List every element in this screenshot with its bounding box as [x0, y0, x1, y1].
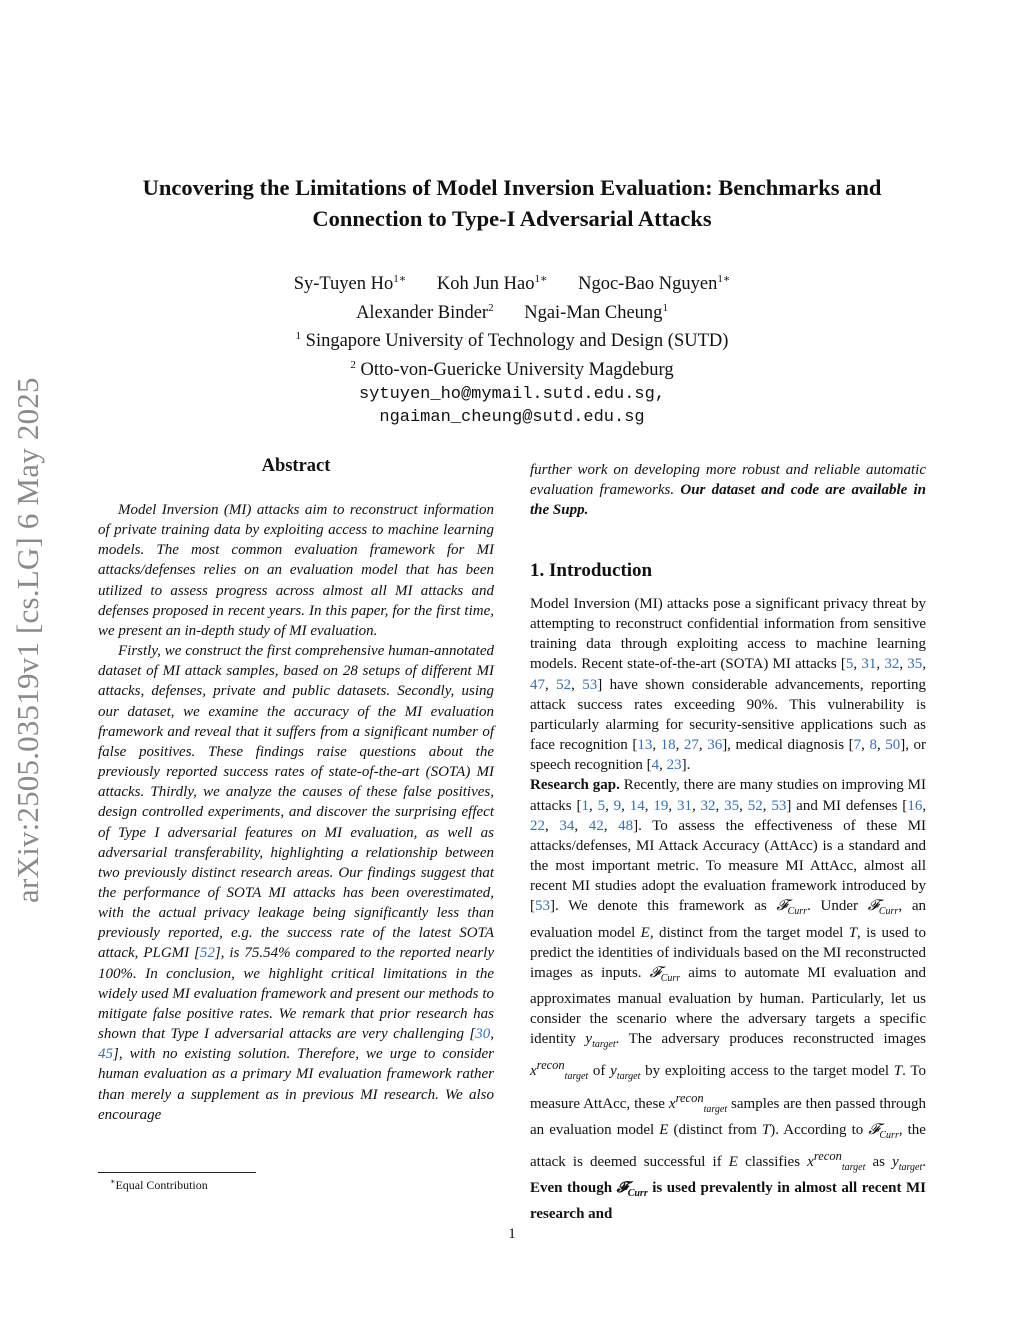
math-ytarget: $y_{target}$	[610, 1063, 641, 1083]
citation-link[interactable]: 14	[629, 797, 645, 814]
intro-paragraph-2: Research gap. Recently, there are many studies on improving MI attacks [1, 5, 9, 14, 19, 31, 32, 35, 52, 53] and MI defenses [16, 22, 34, 42, 48]. To assess the effectiveness of these MI attacks/defenses, MI Attack Accuracy (AttAcc) is a standard and the most important metric. To measure MI AttAcc, almost all recent MI studies adopt the evaluation framework introduced by [53]. We denote this framework as 𝓕$_{Curr}$. Under 𝓕$_{Curr}$, an evaluation model E, distinct from the target model T, is used to predict the identities of individuals based on the MI reconstructed images as inputs. 𝓕$_{Curr}$ aims to automate MI evaluation and approximates manual evaluation by human. Particularly, let us consider the scenario where the adversary targets a specific identity $y_{target}$. The adversary produces reconstructed images $x^{recon}_{target}$ of $y_{target}$ by exploiting access to the target model T. To measure AttAcc, these $x^{recon}_{target}$ samples are then passed through an evaluation model E (distinct from T). According to 𝓕$_{Curr}$, the attack is deemed successful if E classifies $x^{recon}_{target}$ as $y_{target}$. Even though 𝓕$_{Curr}$ is used prevalently in almost all recent MI research and	[530, 777, 927, 1223]
math-fcurr: 𝓕$_{Curr}$	[867, 898, 899, 918]
citation-link[interactable]: 22	[530, 817, 545, 834]
author: Ngoc-Bao Nguyen$^{1∗}$	[578, 273, 731, 295]
citation-link[interactable]: 19	[653, 797, 669, 814]
citation-link[interactable]: 50	[885, 737, 901, 754]
citation-link[interactable]: 30	[475, 1026, 491, 1043]
citation-link[interactable]: 45	[98, 1046, 113, 1063]
arxiv-identifier: arXiv:2505.03519v1 [cs.LG] 6 May 2025	[10, 377, 45, 903]
intro-paragraph-1: Model Inversion (MI) attacks pose a significant privacy threat by attempting to reconstruct confidential information from sensitive training data through exploiting access to machine learning models. Recent state-of-the-art (SOTA) MI attacks [5, 31, 32, 35, 47, 52, 53] have shown considerable advancements, reporting attack success rates exceeding 90%. This vulnerability is particularly alarming for security-sensitive applications such as face recognition [13, 18, 27, 36], medical diagnosis [7, 8, 50], or speech recognition [4, 23].	[530, 596, 927, 774]
citation-link[interactable]: 35	[724, 797, 740, 814]
citation-link[interactable]: 48	[618, 817, 634, 834]
author: Ngai-Man Cheung$^1$	[524, 301, 668, 323]
citation-link[interactable]: 13	[637, 737, 653, 754]
math-t: T	[761, 1121, 771, 1138]
math-t: T	[893, 1063, 903, 1080]
citation-link[interactable]: 36	[707, 737, 723, 754]
author: Sy-Tuyen $Ho^{1∗}$	[293, 273, 407, 295]
footnote: ∗Equal Contribution	[110, 1177, 208, 1192]
citation-link[interactable]: 1	[581, 797, 589, 814]
affiliation-1: $^1$ Singapore University of Technology and Design (SUTD)	[295, 330, 729, 352]
citation-link[interactable]: 53	[771, 797, 787, 814]
citation-link[interactable]: 34	[559, 817, 575, 834]
emphasis-statement: Even though 𝓕$_{Curr}$ is used prevalently in almost all recent MI research and	[530, 1180, 927, 1223]
citation-link[interactable]: 7	[853, 737, 862, 754]
footnote-divider	[98, 1172, 256, 1173]
citation-link[interactable]: 8	[869, 737, 877, 754]
author-row-2	[200, 297, 824, 326]
citation-link[interactable]: 31	[861, 656, 877, 673]
math-x-recon: $x^{recon}_{target}$	[530, 1058, 589, 1083]
title-line-1: Uncovering the Limitations of Model Inversion Evaluation: Benchmarks and	[142, 175, 882, 200]
citation-link[interactable]: 31	[676, 797, 692, 814]
math-fcurr: 𝓕$_{Curr}$	[649, 964, 681, 984]
citation-link[interactable]: 42	[588, 817, 604, 834]
math-fcurr: 𝓕$_{Curr}$	[776, 898, 808, 918]
author-block	[200, 268, 824, 430]
title-line-2: Connection to Type-I Adversarial Attacks	[312, 206, 712, 231]
math-e: E	[659, 1121, 669, 1138]
citation-link[interactable]: 35	[907, 656, 923, 673]
citation-link[interactable]: 4	[651, 757, 660, 774]
citation-link[interactable]: 23	[666, 757, 682, 774]
email-1[interactable]: sytuyen_ho@mymail.sutd.edu.sg,	[358, 384, 666, 404]
citation-link[interactable]: 5	[597, 797, 606, 814]
abstract-heading: Abstract	[261, 456, 331, 476]
paper-title	[110, 172, 914, 234]
math-e: E	[728, 1153, 738, 1170]
abstract-continuation: further work on developing more robust and reliable automatic evaluation frameworks. Our dataset and code are available in the Supp.	[530, 462, 927, 519]
abstract-paragraph-1: Model Inversion (MI) attacks aim to reconstruct information of private training data by exploiting access to machine learning models. The most common evaluation framework for MI attacks/defenses relies on an evaluation model that has been utilized to assess progress across almost all MI attacks and defenses proposed in recent years. In this paper, for the first time, we present an in-depth study of MI evaluation.	[98, 502, 494, 639]
math-ytarget: $y_{target}$	[892, 1153, 923, 1173]
math-e: E	[640, 924, 650, 941]
abstract-paragraph-2: Firstly, we construct the first comprehensive human-annotated dataset of MI attack samples, based on 28 setups of different MI attacks, defenses, private and public datasets. Secondly, using our dataset, we examine the accuracy of the MI evaluation framework and reveal that it suffers from a significant number of false positives. These findings raise questions about the previously reported success rates of state-of-the-art (SOTA) MI attacks. Thirdly, we analyze the causes of these false positives, design controlled experiments, and discover the surprising effect of Type I adversarial features on MI evaluation, as well as adversarial transferability, highlighting a relationship between two previously distinct research areas. Our findings suggest that the performance of SOTA MI attacks has been overestimated, with the actual privacy leakage being significantly less than previously reported, e.g. the success rate of the latest SOTA attack, PLGMI [52], is 75.54% compared to the reported nearly 100%. In conclusion, we highlight critical limitations in the widely used MI evaluation framework and present our methods to mitigate false positive rates. We remark that prior research has shown that Type I adversarial attacks are very challenging [30, 45], with no existing solution. Therefore, we urge to consider human evaluation as a primary MI evaluation framework rather than merely a supplement as in previous MI research. We also encourage	[98, 643, 494, 1123]
math-t: T	[848, 924, 858, 941]
citation-link[interactable]: 52	[556, 676, 572, 693]
citation-link[interactable]: 5	[845, 656, 854, 673]
math-fcurr: 𝓕$_{Curr}$	[868, 1121, 899, 1141]
email-2[interactable]: ngaiman_cheung@sutd.edu.sg	[379, 408, 645, 428]
citation-link[interactable]: 53	[535, 898, 550, 915]
author-row-1	[200, 268, 824, 297]
abstract-body	[98, 500, 494, 1125]
citation-link[interactable]: 53	[582, 676, 598, 693]
research-gap-label: Research gap.	[530, 777, 620, 794]
code-availability-note: Our dataset and code are available in the Supp.	[530, 482, 927, 519]
math-x-recon: $x^{recon}_{target}$	[668, 1090, 728, 1115]
citation-link[interactable]: 32	[884, 656, 900, 673]
citation-link[interactable]: 27	[683, 737, 699, 754]
author: Koh Jun Hao$^{1∗}$	[436, 273, 548, 295]
introduction-body	[530, 594, 926, 1224]
citation-link[interactable]: 18	[660, 737, 676, 754]
math-ytarget: $y_{target}$	[585, 1031, 616, 1051]
math-x-recon: $x^{recon}_{target}$	[807, 1148, 866, 1173]
author: Alexander Binder$^2$	[356, 301, 494, 323]
citation-link[interactable]: 52	[199, 945, 215, 962]
citation-link[interactable]: 52	[747, 797, 763, 814]
citation-link[interactable]: 47	[530, 676, 545, 693]
citation-link[interactable]: 9	[613, 797, 622, 814]
citation-link[interactable]: 32	[700, 797, 716, 814]
affiliation-2: $^2$ Otto-von-Guericke University Magdeburg	[350, 358, 674, 381]
page-number: 1	[508, 1226, 516, 1242]
section-heading-introduction: 1. Introduction	[530, 560, 653, 581]
citation-link[interactable]: 16	[907, 797, 923, 814]
